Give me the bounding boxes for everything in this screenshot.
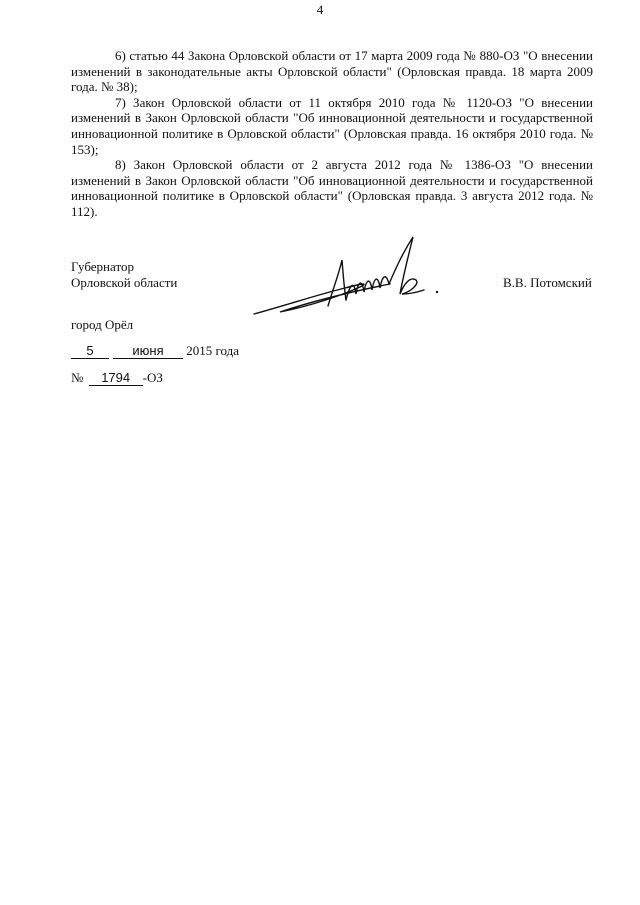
list-item: 6) статью 44 Закона Орловской области от 17 марта 2009 года № 880-ОЗ "О внесении изменений в законодательные акты Орловской области" (Орловская правда. 18 марта 2009 года. № 38); (71, 48, 593, 95)
list-item: 8) Закон Орловской области от 2 августа 2012 года № 1386-ОЗ "О внесении изменений в Закон Орловской области "Об инновационной деятельности и государственной инновационной политике в Орловской области" (Орловская правда. 3 августа 2012 года. № 112). (71, 157, 593, 219)
law-number-prefix: № (71, 370, 84, 385)
signing-date (71, 343, 239, 359)
law-number-value: 1794 (89, 371, 143, 386)
date-day: 5 (71, 344, 109, 359)
handwritten-signature (250, 232, 450, 327)
law-number-suffix: -ОЗ (142, 370, 163, 385)
date-year: 2015 года (186, 343, 240, 358)
law-items-list (71, 48, 593, 220)
signatory-position (71, 259, 177, 290)
date-month: июня (113, 344, 183, 359)
list-item: 7) Закон Орловской области от 11 октября 2010 года № 1120-ОЗ "О внесении изменений в Закон Орловской области "Об инновационной деятельности и государственной инновационной политике в Орловской области" (Орловская правда. 16 октября 2010 года. № 153); (71, 94, 593, 157)
signatory-position-line: Губернатор (71, 259, 134, 274)
signatory-name: В.В. Потомский (503, 275, 592, 290)
law-number (71, 370, 163, 386)
page-number: 4 (316, 2, 324, 17)
signatory-position-line: Орловской области (71, 274, 178, 290)
city-place: город Орёл (71, 317, 134, 332)
